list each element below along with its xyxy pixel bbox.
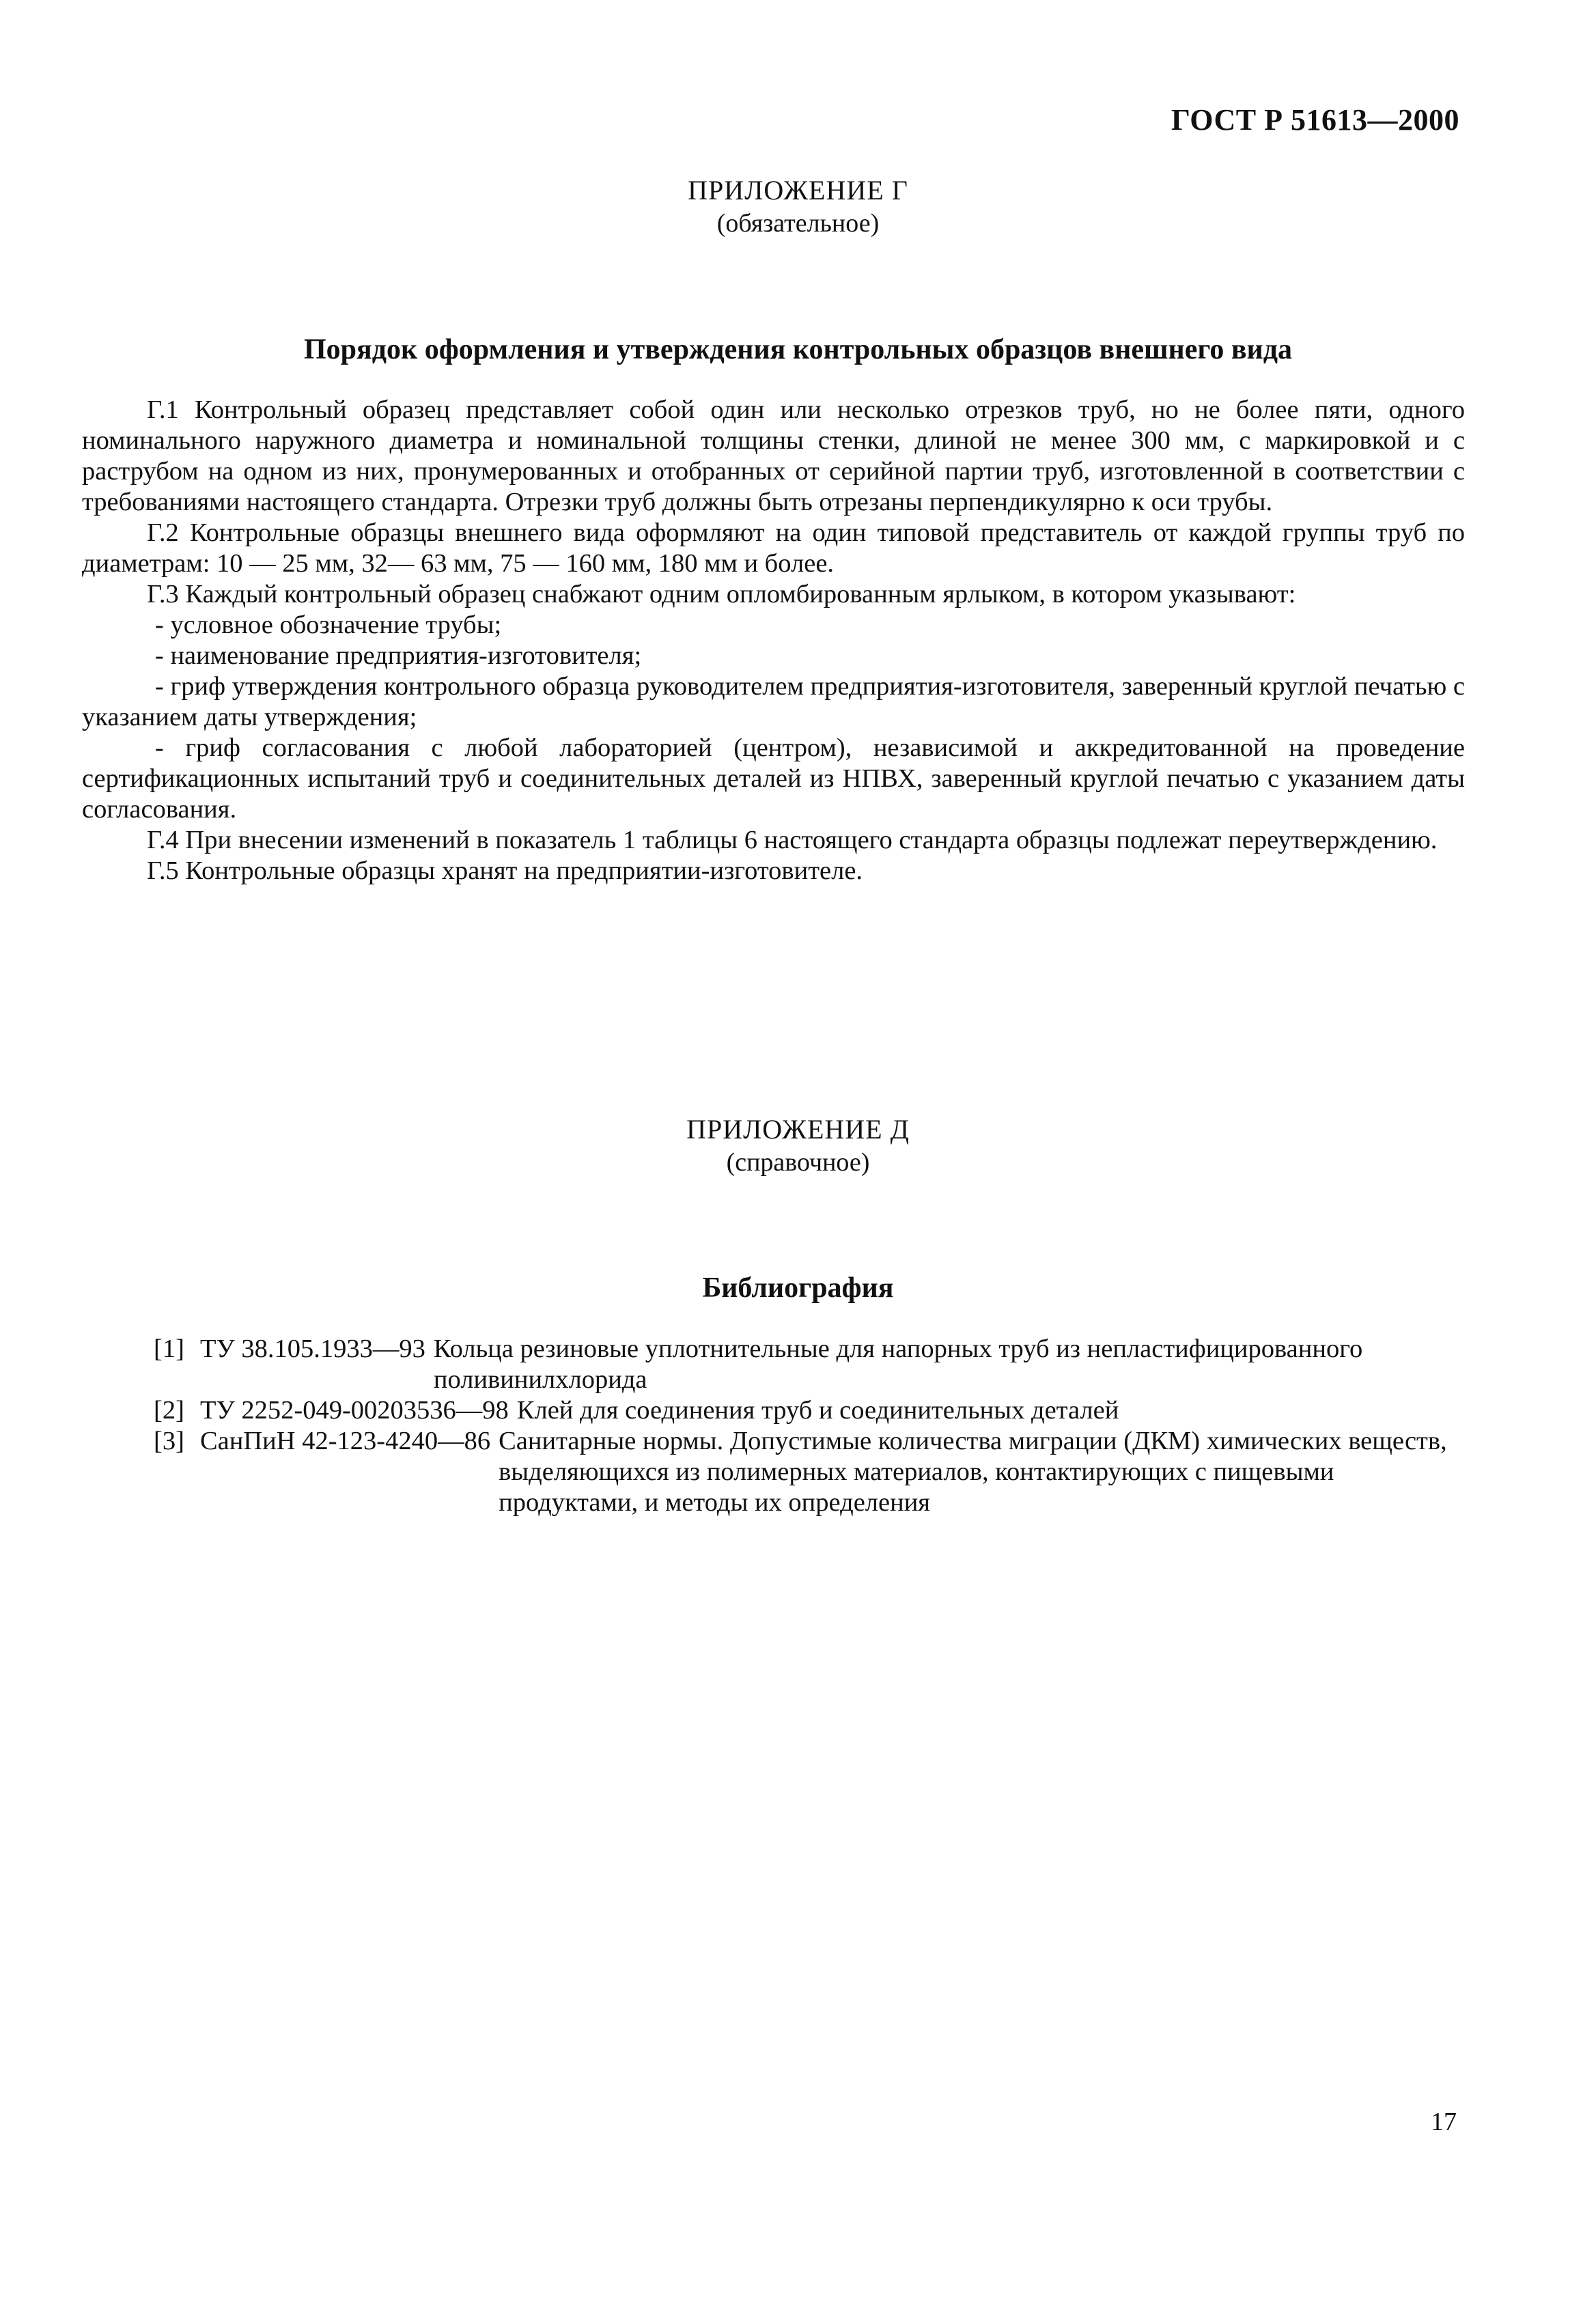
paragraph-g3: Г.3 Каждый контрольный образец снабжают одним опломбированным ярлыком, в котором указывают: bbox=[147, 580, 1296, 609]
bibliography-entry bbox=[154, 1395, 1461, 1426]
bibliography-number: [3] bbox=[154, 1427, 184, 1455]
paragraph-g2: Г.2 Контрольные образцы внешнего вида оформляют на один типовой представитель от каждой группы труб по диаметрам: 10 — 25 мм, 32— 63 мм, 75 — 160 мм, 180 мм и более. bbox=[82, 518, 1465, 578]
bibliography-reference: СанПиН 42-123-4240—86 bbox=[200, 1427, 491, 1455]
bibliography-reference: ТУ 2252-049-00203536—98 bbox=[200, 1396, 509, 1425]
list-item: - гриф утверждения контрольного образца руководителем предприятия-изготовителя, заверенный круглой печатью с указанием даты утверждения; bbox=[82, 672, 1465, 731]
appendix-d-title: ПРИЛОЖЕНИЕ Д bbox=[686, 1114, 910, 1145]
appendix-d-heading: Библиография bbox=[702, 1272, 894, 1304]
bibliography-entry bbox=[154, 1426, 1461, 1518]
bibliography-description: Кольца резиновые уплотнительные для напорных труб из непластифицированного поливинилхлорида bbox=[433, 1334, 1363, 1394]
paragraph-g4: Г.4 При внесении изменений в показатель 1 таблицы 6 настоящего стандарта образцы подлежат переутверждению. bbox=[147, 826, 1438, 854]
paragraph-g1: Г.1 Контрольный образец представляет собой один или несколько отрезков труб, но не более пяти, одного номинального наружного диаметра и номинальной толщины стенки, длиной не менее 300 мм, с маркировкой и с раструбом на одном из них, пронумерованных и отобранных от серийной партии труб, изготовленной в соответствии с требованиями настоящего стандарта. Отрезки труб должны быть отрезаны перпендикулярно к оси трубы. bbox=[82, 395, 1465, 516]
bibliography-list bbox=[154, 1334, 1461, 1518]
bibliography-reference: ТУ 38.105.1933—93 bbox=[200, 1334, 425, 1363]
appendix-g-status: (обязательное) bbox=[716, 209, 880, 238]
appendix-g-heading: Порядок оформления и утверждения контрольных образцов внешнего вида bbox=[304, 334, 1292, 365]
bibliography-number: [1] bbox=[154, 1334, 184, 1363]
list-item: - гриф согласования с любой лабораторией (центром), независимой и аккредитованной на проведение сертификационных испытаний труб и соединительных деталей из НПВХ, заверенный круглой печатью с указанием даты согласования. bbox=[82, 733, 1465, 824]
bibliography-entry bbox=[154, 1334, 1461, 1395]
appendix-g-body bbox=[82, 395, 1465, 886]
document-code: ГОСТ Р 51613—2000 bbox=[1171, 103, 1459, 137]
list-item: - условное обозначение трубы; bbox=[155, 611, 502, 639]
paragraph-g5: Г.5 Контрольные образцы хранят на предприятии-изготовителе. bbox=[147, 856, 863, 885]
bibliography-number: [2] bbox=[154, 1396, 184, 1425]
appendix-g-title: ПРИЛОЖЕНИЕ Г bbox=[688, 175, 908, 206]
appendix-d-status: (справочное) bbox=[726, 1148, 870, 1177]
bibliography-description: Санитарные нормы. Допустимые количества миграции (ДКМ) химических веществ, выделяющихся из полимерных материалов, контактирующих с пищевыми продуктами, и методы их определения bbox=[499, 1427, 1447, 1517]
page-number: 17 bbox=[1431, 2108, 1457, 2136]
list-item: - наименование предприятия-изготовителя; bbox=[155, 641, 642, 670]
bibliography-description: Клей для соединения труб и соединительных деталей bbox=[516, 1396, 1119, 1425]
